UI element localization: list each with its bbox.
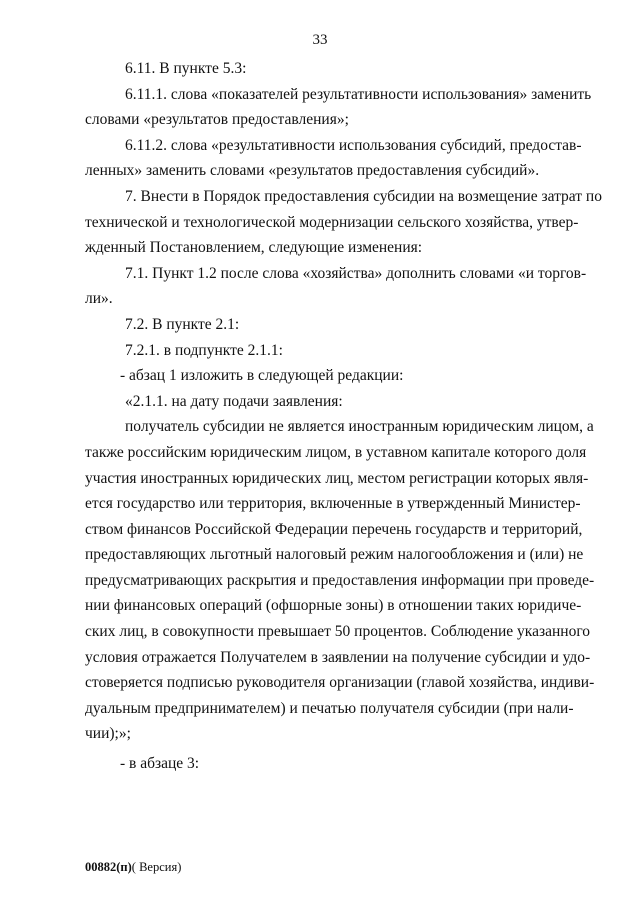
paragraph-line: ленных» заменить словами «результатов предоставления субсидий». <box>85 162 540 180</box>
paragraph-line: дуальным предпринимателем) и печатью получателя субсидии (при нали- <box>85 699 574 717</box>
document-version: ( Версия) <box>131 860 182 874</box>
paragraph-line: чии);»; <box>85 725 131 743</box>
paragraph-line: ли». <box>85 290 113 308</box>
paragraph-line: ется государство или территория, включенные в утвержденный Министер- <box>85 495 581 513</box>
paragraph-line: 7. Внести в Порядок предоставления субсидии на возмещение затрат по <box>125 187 602 205</box>
document-code: 00882(п) <box>85 860 132 874</box>
paragraph-line: участия иностранных юридических лиц, местом регистрации которых явля- <box>85 469 589 487</box>
document-footer <box>85 860 181 875</box>
paragraph-line: ских лиц, в совокупности превышает 50 процентов. Соблюдение указанного <box>85 623 591 641</box>
paragraph-line: также российским юридическим лицом, в уставном капитале которого доля <box>85 443 587 461</box>
paragraph-line: 6.11.2. слова «результативности использования субсидий, предостав- <box>125 136 582 154</box>
paragraph-line: нии финансовых операций (офшорные зоны) в отношении таких юридиче- <box>85 597 582 615</box>
paragraph-line: 6.11.1. слова «показателей результативности использования» заменить <box>125 85 592 103</box>
paragraph-line: 7.1. Пункт 1.2 после слова «хозяйства» дополнить словами «и торгов- <box>125 264 587 282</box>
paragraph-line: «2.1.1. на дату подачи заявления: <box>125 392 343 410</box>
page-number: 33 <box>312 32 328 48</box>
paragraph-line: технической и технологической модернизации сельского хозяйства, утвер- <box>85 213 579 231</box>
paragraph-line: - абзац 1 изложить в следующей редакции: <box>120 367 404 385</box>
paragraph-line: 6.11. В пункте 5.3: <box>125 60 247 77</box>
paragraph-line: стоверяется подписью руководителя организации (главой хозяйства, индиви- <box>85 674 595 692</box>
paragraph-line: 7.2.1. в подпункте 2.1.1: <box>125 341 283 359</box>
paragraph-line: 7.2. В пункте 2.1: <box>125 315 240 333</box>
paragraph-line: условия отражается Получателем в заявлении на получение субсидии и удо- <box>85 648 591 666</box>
paragraph-line: словами «результатов предоставления»; <box>85 111 349 129</box>
paragraph-line: предусматривающих раскрытия и предоставления информации при проведе- <box>85 571 595 589</box>
paragraph-line: предоставляющих льготный налоговый режим налогообложения и (или) не <box>85 546 584 564</box>
paragraph-line: получатель субсидии не является иностранным юридическим лицом, а <box>125 418 594 436</box>
paragraph-line: - в абзаце 3: <box>120 755 200 773</box>
paragraph-line: ством финансов Российской Федерации перечень государств и территорий, <box>85 520 583 538</box>
document-body <box>85 56 602 777</box>
paragraph-line: жденный Постановлением, следующие изменения: <box>85 239 423 257</box>
